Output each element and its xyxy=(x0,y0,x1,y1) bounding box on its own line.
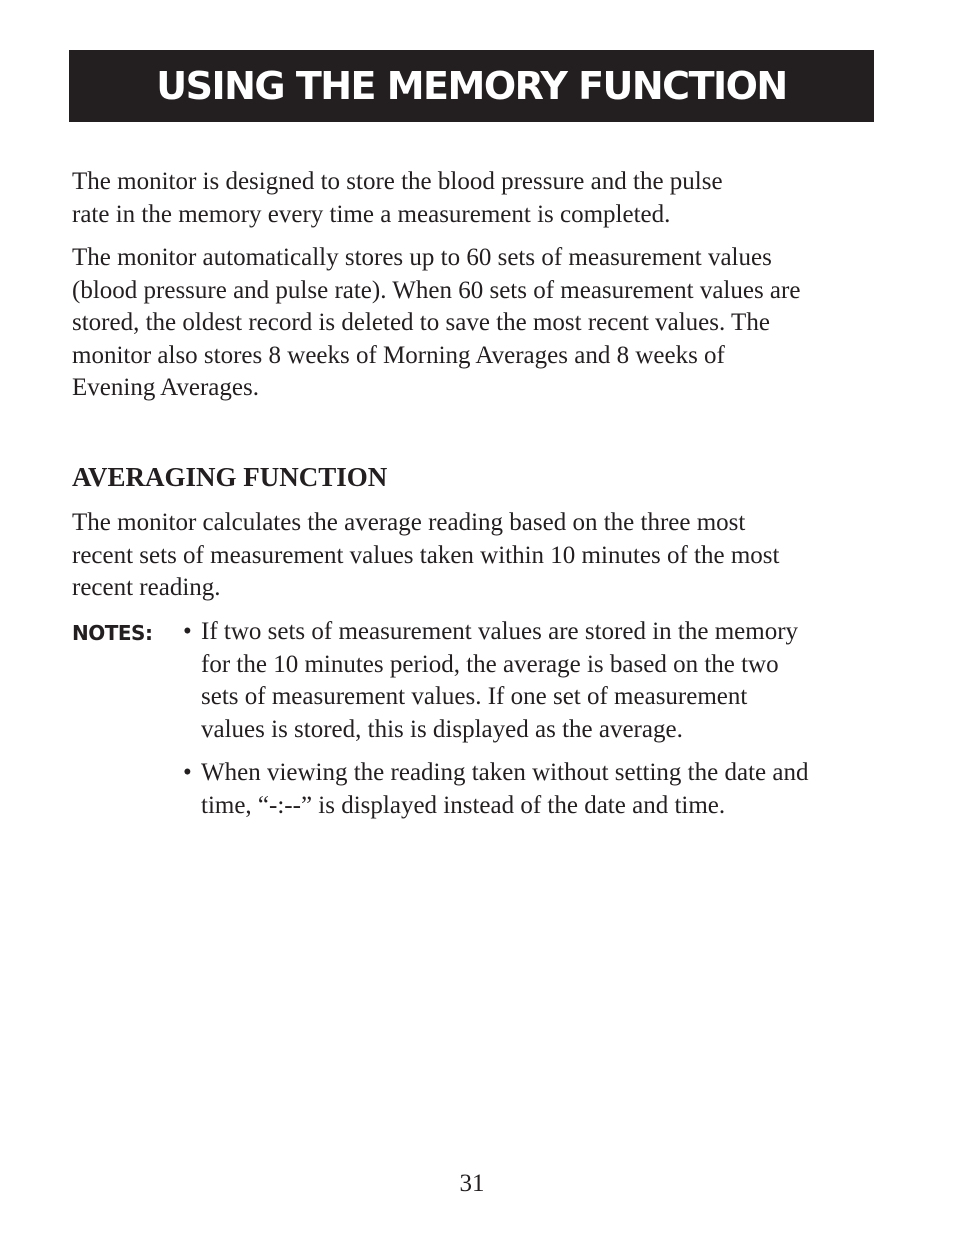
note-item: If two sets of measurement values are stored in the memory for the 10 minutes period, the average is based on the two sets of measurement values. If one set of measurement values is stored, this is displayed as the average. xyxy=(201,618,799,743)
title-banner xyxy=(69,50,874,122)
page-title: USING THE MEMORY FUNCTION xyxy=(156,64,787,108)
intro-paragraph-2: The monitor automatically stores up to 60 sets of measurement values (blood pressure and pulse rate). When 60 sets of measurement values are stored, the oldest record is deleted to save the most recent values. The monitor also stores 8 weeks of Morning Averages and 8 weeks of Evening Averages. xyxy=(72,244,801,402)
bullet-icon: • xyxy=(183,618,192,645)
averaging-paragraph: The monitor calculates the average reading based on the three most recent sets of measurement values taken within 10 minutes of the most recent reading. xyxy=(72,509,780,602)
intro-paragraph-1: The monitor is designed to store the blood pressure and the pulse rate in the memory every time a measurement is completed. xyxy=(72,168,723,228)
note-item: When viewing the reading taken without setting the date and time, “-:--” is displayed instead of the date and time. xyxy=(201,759,809,819)
notes-label: NOTES: xyxy=(72,621,153,645)
bullet-icon: • xyxy=(183,759,192,786)
page-number: 31 xyxy=(459,1170,485,1197)
averaging-function-heading: AVERAGING FUNCTION xyxy=(72,462,388,492)
